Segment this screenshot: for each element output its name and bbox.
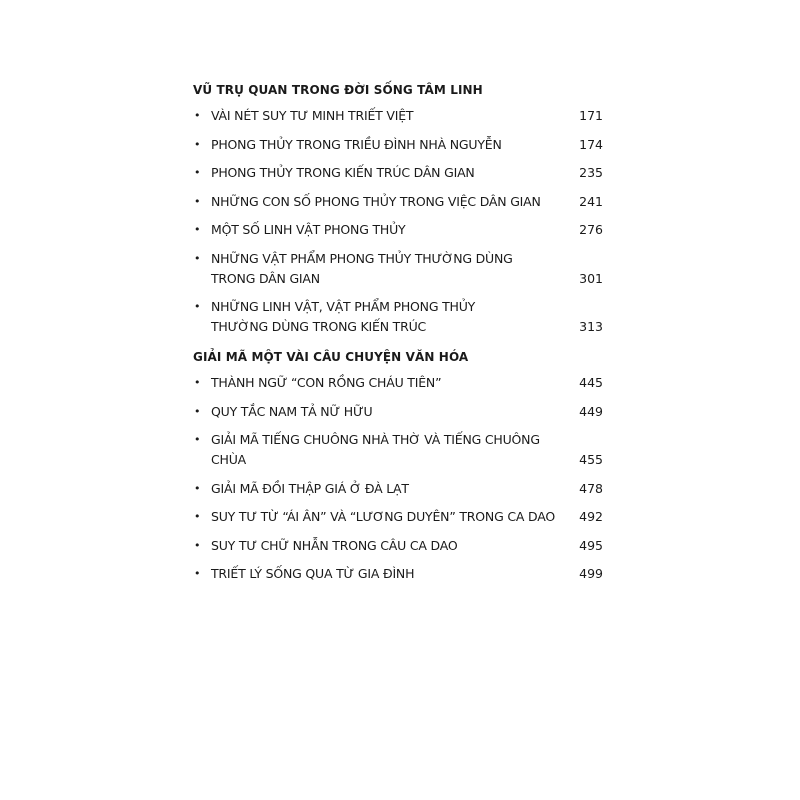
page-number: 276 bbox=[579, 222, 603, 237]
entry-title: NHỮNG LINH VẬT, VẬT PHẨM PHONG THỦY THƯỜNG DÙNG TRONG KIẾN TRÚC bbox=[211, 299, 476, 334]
toc-entry[interactable] bbox=[193, 564, 605, 584]
toc-entry-list bbox=[193, 106, 605, 337]
entry-title: NHỮNG CON SỐ PHONG THỦY TRONG VIỆC DÂN GIAN bbox=[211, 193, 541, 209]
bullet-icon: • bbox=[194, 137, 201, 151]
entry-title: GIẢI MÃ TIẾNG CHUÔNG NHÀ THỜ VÀ TIẾNG CHUÔNG CHÙA bbox=[211, 432, 540, 467]
section-heading: GIẢI MÃ MỘT VÀI CÂU CHUYỆN VĂN HÓA bbox=[193, 350, 469, 364]
toc-entry[interactable] bbox=[193, 163, 605, 183]
page-number: 301 bbox=[579, 270, 603, 286]
toc-entry[interactable] bbox=[193, 430, 605, 470]
toc-entry[interactable] bbox=[193, 106, 605, 126]
toc-entry[interactable] bbox=[193, 507, 605, 527]
toc-section-1 bbox=[193, 80, 605, 337]
bullet-icon: • bbox=[194, 223, 201, 236]
page-number: 495 bbox=[579, 537, 603, 553]
toc-entry[interactable] bbox=[193, 373, 605, 393]
toc-entry[interactable] bbox=[193, 135, 605, 155]
toc-entry[interactable] bbox=[193, 402, 605, 422]
bullet-icon: • bbox=[194, 567, 201, 580]
entry-title: TRIẾT LÝ SỐNG QUA TỪ GIA ĐÌNH bbox=[211, 566, 415, 581]
bullet-icon: • bbox=[194, 481, 201, 495]
bullet-icon: • bbox=[194, 166, 201, 179]
bullet-icon: • bbox=[194, 109, 201, 122]
page-number: 499 bbox=[579, 566, 603, 581]
toc-entry[interactable] bbox=[193, 297, 605, 337]
entry-title: GIẢI MÃ ĐỒI THẬP GIÁ Ở ĐÀ LẠT bbox=[211, 480, 409, 496]
page-number: 455 bbox=[579, 452, 603, 467]
toc-entry-list bbox=[193, 373, 605, 584]
bullet-icon: • bbox=[194, 510, 201, 523]
entry-title: VÀI NÉT SUY TƯ MINH TRIẾT VIỆT bbox=[211, 108, 414, 123]
entry-title: SUY TƯ TỪ “ÁI ÂN” VÀ “LƯƠNG DUYÊN” TRONG CA DAO bbox=[211, 509, 555, 524]
page-number: 241 bbox=[579, 193, 603, 209]
entry-title: MỘT SỐ LINH VẬT PHONG THỦY bbox=[211, 222, 406, 237]
bullet-icon: • bbox=[194, 538, 201, 552]
entry-title: PHONG THỦY TRONG TRIỀU ĐÌNH NHÀ NGUYỄN bbox=[211, 136, 502, 152]
page-number: 235 bbox=[579, 165, 603, 180]
toc-entry[interactable] bbox=[193, 192, 605, 212]
page-number: 445 bbox=[579, 375, 603, 390]
toc-entry[interactable] bbox=[193, 536, 605, 556]
table-of-contents bbox=[193, 80, 605, 593]
bullet-icon: • bbox=[194, 376, 201, 389]
toc-entry[interactable] bbox=[193, 249, 605, 289]
bullet-icon: • bbox=[194, 404, 201, 418]
bullet-icon: • bbox=[194, 300, 201, 313]
entry-title: PHONG THỦY TRONG KIẾN TRÚC DÂN GIAN bbox=[211, 165, 475, 180]
page-number: 478 bbox=[579, 480, 603, 496]
page-number: 313 bbox=[579, 319, 603, 334]
section-heading: VŨ TRỤ QUAN TRONG ĐỜI SỐNG TÂM LINH bbox=[193, 83, 483, 97]
bullet-icon: • bbox=[194, 251, 201, 265]
toc-entry[interactable] bbox=[193, 220, 605, 240]
page-number: 171 bbox=[579, 108, 603, 123]
toc-section-2 bbox=[193, 347, 605, 584]
bullet-icon: • bbox=[194, 433, 201, 446]
entry-title: SUY TƯ CHỮ NHẪN TRONG CÂU CA DAO bbox=[211, 537, 458, 553]
toc-entry[interactable] bbox=[193, 479, 605, 499]
entry-title: THÀNH NGỮ “CON RỒNG CHÁU TIÊN” bbox=[211, 375, 442, 390]
entry-title: QUY TẮC NAM TẢ NỮ HỮU bbox=[211, 403, 373, 419]
bullet-icon: • bbox=[194, 194, 201, 208]
page-number: 174 bbox=[579, 136, 603, 152]
entry-title: NHỮNG VẬT PHẨM PHONG THỦY THƯỜNG DÙNG TRONG DÂN GIAN bbox=[211, 250, 513, 286]
page-number: 492 bbox=[579, 509, 603, 524]
page-number: 449 bbox=[579, 403, 603, 419]
